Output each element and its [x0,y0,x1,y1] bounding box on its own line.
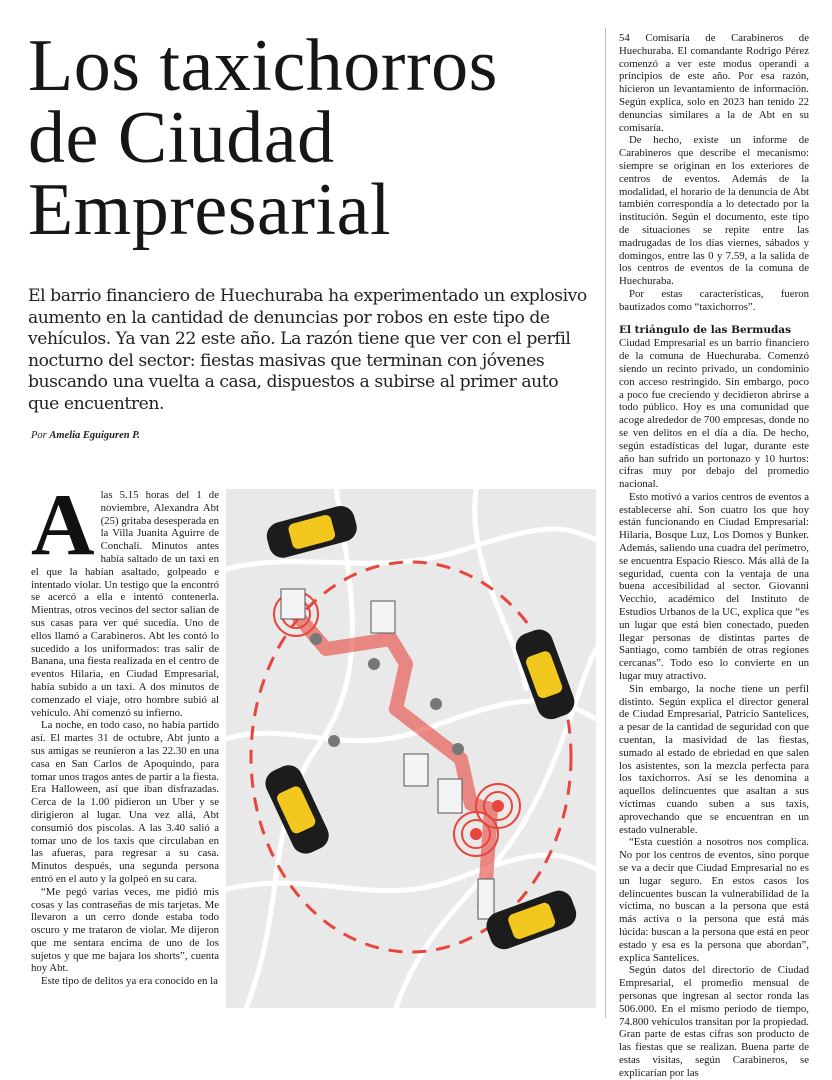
left-column [31,477,219,1014]
building [478,879,494,919]
dropcap: A [31,477,95,574]
building [404,754,428,786]
taxi-3 [261,761,333,859]
route [296,614,491,909]
building [281,589,305,619]
street [246,489,352,1008]
map-illustration [226,489,596,1008]
right-paragraph-7: “Esta cuestión a nosotros nos complica. No por los centros de eventos, sino porque se va a decir que Ciudad Empresarial no es un lugar seguro. En estos casos los delincuentes buscan la vulnerabilidad de la víctima, no buscan a la persona que está más activa o la persona que está más lúcida: buscan a la persona que está en peor estado y esa es la persona que abordan”, explica Santelices. [619,836,809,964]
tree [310,633,322,645]
left-paragraph-1: las 5.15 horas del 1 de noviembre, Alexandra Abt (25) gritaba desesperada en la Villa Juanita Aguirre de Conchalí. Minutos antes había saltado de un taxi en el que la habían asaltado, golpeado e intentado violar. Un testigo que la encontró se acercó a ella e intentó contenerla. Mientras, otros vecinos del sector salían de sus casas para ver qué sucedía. Uno de ellos llamó a Carabineros. Abt les contó lo sucedido a los uniformados: tras salir de Banana, una fiesta realizada en el centro de eventos Hilaria, en Ciudad Empresarial, había subido a un taxi. A dos minutos de comenzado el viaje, otro hombre subió al vehículo. Ahí comenzó su infierno. [31,489,219,719]
tree [328,735,340,747]
map-illustration-svg [226,489,596,1008]
tree [452,743,464,755]
byline [31,430,140,441]
left-paragraph-4: Este tipo de delitos ya era conocido en la [41,975,218,988]
byline-author: Amelia Eguiguren P. [49,430,140,441]
building [438,779,462,813]
byline-prefix: Por [31,430,47,441]
tree [368,658,380,670]
left-paragraph-2: La noche, en todo caso, no había partido así. El martes 31 de octubre, Abt junto a sus amigas se reunieron a las 22.30 en una casa en San Carlos de Apoquindo, para tomar unos tragos antes de partir a la fiesta. Era Halloween, así que iban disfrazadas. Cerca de la 1.00 pidieron un Uber y se dirigieron al lugar. Una vez allá, Abt consumió dos piscolas. A las 3.40 salió a tomar uno de los taxis que circulaban en las afueras, para regresar a su casa. Minutos después, una segunda persona entró en el auto y la golpeó en su cara. [31,719,219,885]
right-paragraph-8: Según datos del directorio de Ciudad Empresarial, el promedio mensual de personas que ingresan al sector ronda las 506.000. En el mismo período de tiempo, 74.800 vehículos transitan por la propiedad. Gran parte de estas cifras son producto de las fiestas que se realizan. Buena parte de estas visitas, según Carabineros, se explicarían por las [619,964,809,1079]
tree [430,698,442,710]
right-paragraph-6: Sin embargo, la noche tiene un perfil distinto. Según explica el director general de Ciudad Empresarial, Patricio Santelices, a pesar de la cantidad de seguridad con que cuentan, la masividad de las fiestas, sumado al estado de ebriedad en que salen los asistentes, son la mezcla perfecta para los taxichorros. Así se les denomina a aquellos delincuentes que asaltan a sus víctimas cuando suben a sus taxis, aprovechando que se encuentran en un estado vulnerable. [619,682,809,836]
right-paragraph-4: Ciudad Empresarial es un barrio financiero de la comuna de Huechuraba. Comenzó siendo un recinto privado, un condominio con acceso restringido. Sin embargo, poco a poco fue creciendo y decidieron abrirse a todo público. Hoy es una comunidad que acoge alrededor de 700 empresas, donde no se ven delitos en el día a día. De hecho, según estadísticas del lugar, durante este año han sufrido un portonazo y 10 hurtos: cifras muy por debajo del promedio nacional. [619,337,809,491]
left-paragraph-3: “Me pegó varias veces, me pidió mis cosas y las contraseñas de mis tarjetas. Me llevaron a un cerro donde estaba todo oscuro y me trataron de violar. Me dijeron que me sentara encima de uno de los sujetos y que me bajara los shorts”, cuenta hoy Abt. [31,885,219,975]
subhead: El triángulo de las Bermudas [619,323,792,336]
headline [28,25,588,251]
column-divider [605,28,606,1018]
headline-line-3: Empresarial [28,169,391,251]
taxi-4 [483,887,581,953]
right-paragraph-1: 54 Comisaría de Carabineros de Huechuraba. El comandante Rodrigo Pérez comenzó a ver este modus operandi a principios de este año. Por esa razón, hicieron un levantamiento de información. Según explica, solo en 2023 han tenido 22 denuncias similares a la de Abt en su comisaría. [619,32,809,134]
right-paragraph-3: Por estas características, fueron bautizados como “taxichorros”. [619,287,809,313]
building [371,601,395,633]
right-paragraph-2: De hecho, existe un informe de Carabineros que describe el mecanismo: siempre se originan en los exteriores de centros de eventos. Además de la modalidad, el horario de la denuncia de Abt también correspondía a lo detectado por la institución. Según el documento, este tipo de situaciones se repite entre las madrugadas de los días viernes, sábados y domingos, entre las 0 y 7.59, a la salida de los centros de eventos de la comuna de Huechuraba. [619,134,809,288]
right-column [619,32,809,1079]
street [475,489,526,689]
headline-line-1: Los taxichorros [28,25,498,107]
right-paragraph-5: Esto motivó a varios centros de eventos a establecerse ahí. Son cuatro los que hoy están funcionando en Ciudad Empresarial: Hilaria, Bosque Luz, Los Domos y Bunker. Además, saliendo una cuadra del perímetro, se encuentra Espacio Riesco. Más allá de la seguridad, cuenta con la ventaja de una buena accesibilidad al sector. Giovanni Vecchio, académico del Instituto de Estudios Urbanos de la UC, explica que “es un lugar que está bien conectado, pueden llegar personas de distintas partes de Santiago, como también de otras regiones cercanas”. Todo eso lo convierte en un lugar muy atractivo. [619,490,809,683]
headline-line-2: de Ciudad [28,97,335,179]
article-deck: El barrio financiero de Huechuraba ha experimentado un explosivo aumento en la cantidad de denuncias por robos en este tipo de vehículos. Ya van 22 este año. La razón tiene que ver con el perfil nocturno del sector: fiestas masivas que terminan con jóvenes buscando una vuelta a casa, dispuestos a subirse al primer auto que encuentren. [28,286,587,414]
